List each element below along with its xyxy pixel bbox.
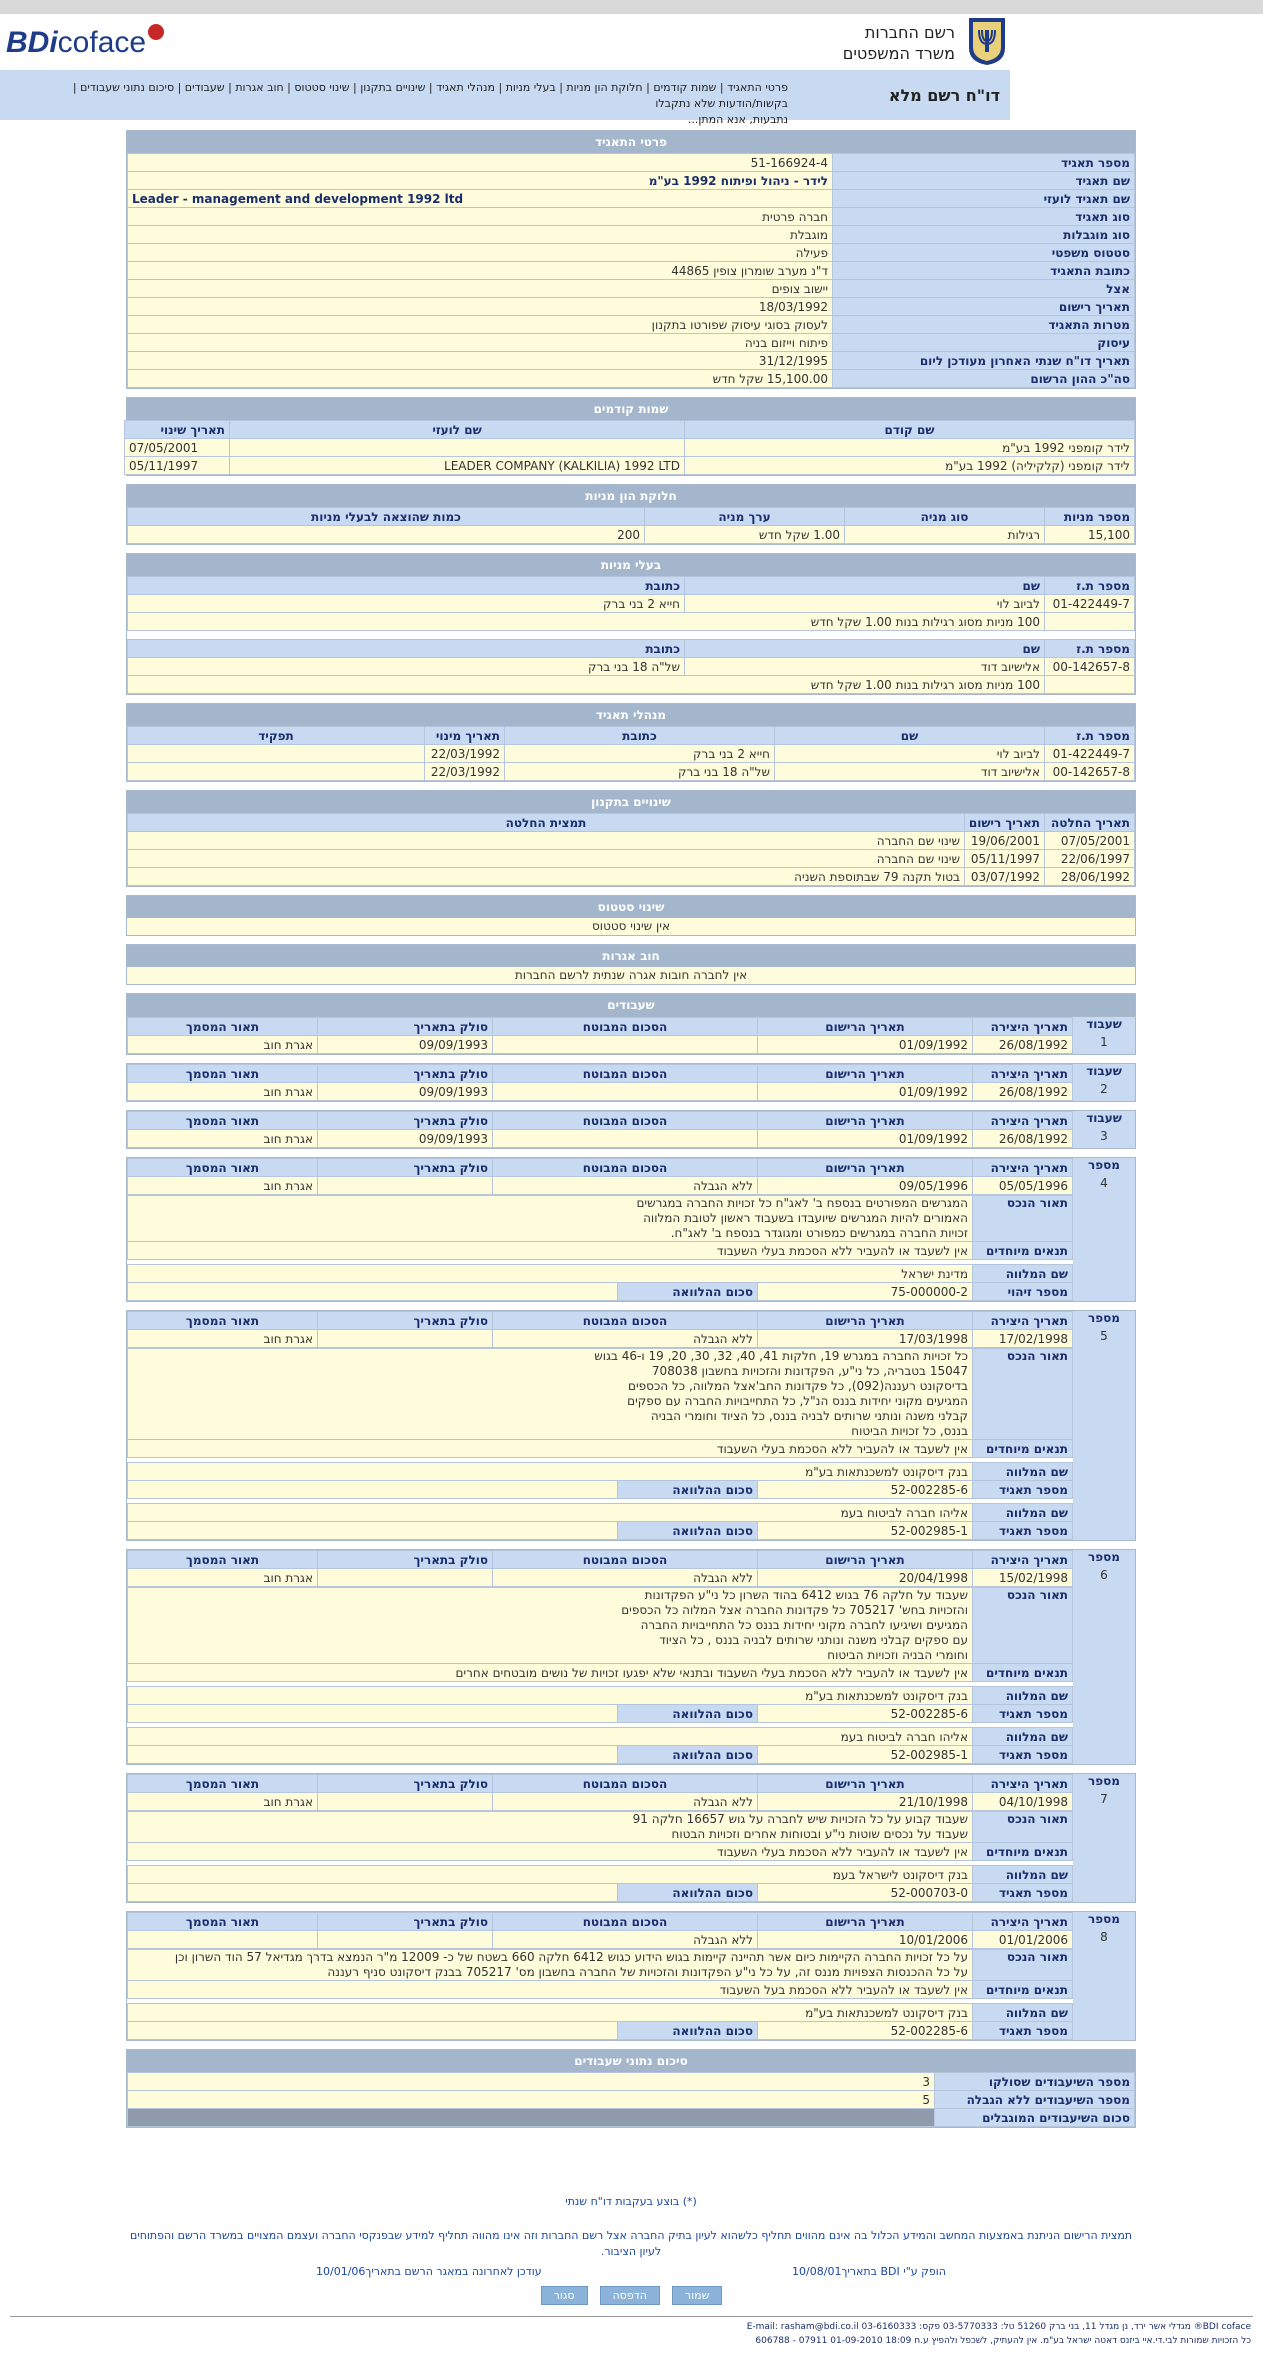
- company-detail-row: [128, 226, 1135, 244]
- top-strip: [0, 0, 1263, 14]
- ministry-title: משרד המשפטים: [842, 44, 955, 63]
- pledge-block: [126, 1110, 1136, 1149]
- detail-value: Leader - management and development 1992 ltd: [128, 190, 833, 208]
- bylaw-changes-table: תאריך החלטה תאריך רישום תמצית החלטה 07/05/2001 19/06/2001 שינוי שם החברה 22/06/1997 05/11/1997 שינוי שם החברה 28/06/1992 03/07/1992 בטול תקנה 79 שבתוספת השניה: [127, 813, 1135, 886]
- pledge-number: מספר 7: [1073, 1774, 1135, 1902]
- detail-label: שם תאגיד: [833, 172, 1135, 190]
- table-row: 26/08/1992 01/09/1992 09/09/1993 אגרת חוב: [128, 1083, 1073, 1101]
- company-detail-row: [128, 334, 1135, 352]
- pledge-table: תאריך היצירה תאריך הרישום הסכום המבוטח סולק בתאריך תאור המסמך 04/10/1998 21/10/1998 ללא הגבלה אגרת חוב: [127, 1774, 1073, 1811]
- pledge-number: מספר 4: [1073, 1158, 1135, 1301]
- section-header: בעלי מניות: [127, 554, 1135, 576]
- detail-value: ד"נ מערב שומרון צופין 44865: [128, 262, 833, 280]
- table-row: 00-142657-8 אלישיוב דוד של"ה 18 בני ברק 22/03/1992: [128, 763, 1135, 781]
- table-row: 28/06/1992 03/07/1992 בטול תקנה 79 שבתוספת השניה: [128, 868, 1135, 886]
- nav-link[interactable]: פרטי התאגיד: [727, 81, 788, 94]
- pledge-block: מספר 6 תאריך היצירה תאריך הרישום הסכום המבוטח סולק בתאריך תאור המסמך 15/02/1998 20/04/1998 ללא הגבלה אגרת חוב תאור הנכס שעבוד על חלקה 76 בגוש 6412 בהוד השרון כל ני"ע הפקדונות והזכויות בחש' 705217 כל פקדונות החברה אצל המלוה כל הכספים המגיעים ושיגיעו לחברה מקוני יחידות בננס כל התחייבויות החברה עם ספקים קבלני משנה ונותני שרותים לבניה בננס , כל הציוד וחומרי הבניה וזכויות הביטוח תנאים מיוחדים אין לשעבד או להעביר ללא הסכמת בעלי השעבוד ובתנאי שלא יפגעו זכויות של נושים מובטחים אחרים שם המלווה בנק דיסקונט למשכנתאות בע"מ מספר תאגיד 52-002285-6 סכום ההלוואה שם המלווה אליהו חברה לביטוח בעמ מספר תאגיד 52-002985-1 סכום ההלוואה: [126, 1549, 1136, 1765]
- company-detail-row: [128, 352, 1135, 370]
- divider: [10, 2316, 1253, 2317]
- section-header: חוב אגרות: [127, 945, 1135, 967]
- asset-description: המגרשים המפורטים בנספח ב' לאג"ח כל זכויות החברה במגרשים האמורים להיות המגרשים שיועבדו בשעבוד ראשון לטובת המלווה זכויות החברה במגרשים כמפורט ומגוגדר בנספח ב' לאג"ח.: [128, 1196, 973, 1242]
- company-detail-row: [128, 262, 1135, 280]
- special-terms: אין לשעבד או להעביר ללא הסכמת בעלי השעבוד: [128, 1242, 973, 1260]
- detail-value: 15,100.00 שקל חדש: [128, 370, 833, 388]
- pledge-number: שעבוד 1: [1073, 1017, 1135, 1054]
- bylaw-changes-section: [126, 790, 1136, 887]
- lender-table: שם המלווה אליהו חברה לביטוח בעמ מספר תאגיד 52-002985-1 סכום ההלוואה: [127, 1503, 1073, 1540]
- table-row: 15/02/1998 20/04/1998 ללא הגבלה אגרת חוב: [128, 1569, 1073, 1587]
- table-row: 15,100 רגילות 1.00 שקל חדש 200: [128, 526, 1135, 544]
- pledge-table: תאריך היצירה תאריך הרישום הסכום המבוטח סולק בתאריך תאור המסמך 26/08/1992 01/09/1992 09/09/1993 אגרת חוב: [127, 1111, 1073, 1148]
- previous-names-section: [126, 397, 1136, 476]
- updated-date: עודכן לאחרונה במאגר הרשם בתאריך10/01/06: [316, 2265, 542, 2278]
- asset-description: שעבוד קבוע על כל הזכויות שיש לחברה על גוש 16657 חלקה 91 שעבוד על נכסים שוטות ני"ע ובטוחות אחרים וזכויות הבטוח: [128, 1812, 973, 1843]
- lender-table: שם המלווה בנק דיסקונט למשכנתאות בע"מ מספר תאגיד 52-002285-6 סכום ההלוואה: [127, 1686, 1073, 1723]
- detail-label: סוג מוגבלות: [833, 226, 1135, 244]
- table-row: 07/05/2001 19/06/2001 שינוי שם החברה: [128, 832, 1135, 850]
- table-row: 01/01/2006 10/01/2006 ללא הגבלה: [128, 1931, 1073, 1949]
- table-row: סכום השיעבודים המוגבלים: [128, 2109, 1135, 2127]
- pledge-block: מספר 5 תאריך היצירה תאריך הרישום הסכום המבוטח סולק בתאריך תאור המסמך 17/02/1998 17/03/1998 ללא הגבלה אגרת חוב תאור הנכס כל זכויות החברה במגרש 19, חלקות 41, 40, 32, 30, 20, 19 ו-46 בגוש 15047 בטבריה, כל ני"ע, הפקדונות והזכויות בחשבון 708038 בדיסקונט רעננה(092), כל פקדונות החב'אצל המלווה, כל הכספים המגיעים מקוני יחידות בננס הנ"ל, כל התחייבויות החברה עם ספקים קבלני משנה ונותני שרותים לבניה בננס, כל הציוד וחומרי הבניה בננס, כל זכויות הביטוח תנאים מיוחדים אין לשעבד או להעביר ללא הסכמת בעלי השעבוד שם המלווה בנק דיסקונט למשכנתאות בע"מ מספר תאגיד 52-002285-6 סכום ההלוואה שם המלווה אליהו חברה לביטוח בעמ מספר תאגיד 52-002985-1 סכום ההלוואה: [126, 1310, 1136, 1541]
- table-row: 05/05/1996 09/05/1996 ללא הגבלה אגרת חוב: [128, 1177, 1073, 1195]
- globe-icon: [148, 24, 164, 40]
- save-button[interactable]: שמור: [672, 2286, 722, 2305]
- detail-value: לעסוק בסוגי עיסוק שפורטו בתקנון: [128, 316, 833, 334]
- company-detail-row: [128, 316, 1135, 334]
- company-details-section: [126, 130, 1136, 389]
- special-terms: אין לשעבד או להעביר ללא הסכמת בעלי השעבוד ובתנאי שלא יפגעו זכויות של נושים מובטחים אחרים: [128, 1664, 973, 1682]
- nav-link[interactable]: מנהלי תאגיד: [436, 81, 495, 94]
- pledge-block: מספר 4 תאריך היצירה תאריך הרישום הסכום המבוטח סולק בתאריך תאור המסמך 05/05/1996 09/05/1996 ללא הגבלה אגרת חוב תאור הנכס המגרשים המפורטים בנספח ב' לאג"ח כל זכויות החברה במגרשים האמורים להיות המגרשים שיועבדו בשעבוד ראשון לטובת המלווה זכויות החברה במגרשים כמפורט ומגוגדר בנספח ב' לאג"ח. תנאים מיוחדים אין לשעבד או להעביר ללא הסכמת בעלי השעבוד שם המלווה מדינת ישראל מספר זיהוי 75-000000-2 סכום ההלוואה: [126, 1157, 1136, 1302]
- detail-value: 31/12/1995: [128, 352, 833, 370]
- pledge-table: תאריך היצירה תאריך הרישום הסכום המבוטח סולק בתאריך תאור המסמך 01/01/2006 10/01/2006 ללא הגבלה: [127, 1912, 1073, 1949]
- table-row: מספר השיעבודים ללא הגבלה 5: [128, 2091, 1135, 2109]
- share-capital-section: [126, 484, 1136, 545]
- nav-link[interactable]: חלוקת הון מניות: [566, 81, 643, 94]
- table-row: לידר קומפני 1992 בע"מ 07/05/2001: [125, 439, 1135, 457]
- nav-link[interactable]: שינוי סטטוס: [294, 81, 350, 94]
- fee-debt-section: [126, 944, 1136, 985]
- detail-label: תאריך רישום: [833, 298, 1135, 316]
- annual-report-note: (*) בוצע בעקבות דו"ח שנתי: [565, 2195, 697, 2208]
- company-details-table: [127, 153, 1135, 388]
- nav-link[interactable]: שמות קודמים: [653, 81, 717, 94]
- pledge-table: תאריך היצירה תאריך הרישום הסכום המבוטח סולק בתאריך תאור המסמך 15/02/1998 20/04/1998 ללא הגבלה אגרת חוב: [127, 1550, 1073, 1587]
- detail-value: פיתוח וייזום בניה: [128, 334, 833, 352]
- detail-value: לידר - ניהול ופיתוח 1992 בע"מ: [128, 172, 833, 190]
- pledge-summary-table: [127, 2072, 1135, 2127]
- nav-link[interactable]: סיכום נתוני שעבודים: [80, 81, 175, 94]
- bdi-coface-logo: BDicoface: [6, 26, 164, 60]
- lender-table: שם המלווה בנק דיסקונט למשכנתאות בע"מ מספר תאגיד 52-002285-6 סכום ההלוואה: [127, 2003, 1073, 2040]
- share-capital-table: מספר מניות סוג מניה ערך מניה כמות שהוצאה לבעלי מניות 15,100 רגילות 1.00 שקל חדש 200: [127, 507, 1135, 544]
- detail-label: מספר תאגיד: [833, 154, 1135, 172]
- detail-label: מטרות התאגיד: [833, 316, 1135, 334]
- fee-debt-text: אין לחברה חובות אגרה שנתית לרשם החברות: [514, 968, 748, 982]
- produced-date: הופק ע"י BDI בתאריך10/08/01: [792, 2265, 946, 2278]
- column-header: שם קודם: [685, 421, 1135, 439]
- lender-table: שם המלווה מדינת ישראל מספר זיהוי 75-000000-2 סכום ההלוואה: [127, 1264, 1073, 1301]
- section-header: שינויים בתקנון: [127, 791, 1135, 813]
- pledge-number: מספר 8: [1073, 1912, 1135, 2040]
- pledge-table: תאריך היצירה תאריך הרישום הסכום המבוטח סולק בתאריך תאור המסמך 17/02/1998 17/03/1998 ללא הגבלה אגרת חוב: [127, 1311, 1073, 1348]
- table-row: 01-422449-7 לביוב לוי חייא 2 בני ברק: [128, 595, 1135, 613]
- table-row: 22/06/1997 05/11/1997 שינוי שם החברה: [128, 850, 1135, 868]
- nav-link[interactable]: בקשות/הודעות שלא: [693, 97, 788, 110]
- company-contact: BDI coface® מגדלי אשר ירד, נן מגדל 11, בני ברק 51260 טל: 03-5770333 פקס: 03-6160333 E-mail: rasham@bdi.co.il כל הזכויות שמורות לבי.די.איי ביזנס דאטה ישראל בע"מ. אין להעתיק, לשכפל ולהפיץ ע.ח 18:09 01-09-2010 07911 - 606788: [746, 2322, 1251, 2346]
- asset-description: כל זכויות החברה במגרש 19, חלקות 41, 40, 32, 30, 20, 19 ו-46 בגוש 15047 בטבריה, כל ני"ע, הפקדונות והזכויות בחשבון 708038 בדיסקונט רעננה(092), כל פקדונות החב'אצל המלווה, כל הכספים המגיעים מקוני יחידות בננס הנ"ל, כל התחייבויות החברה עם ספקים קבלני משנה ונותני שרותים לבניה בננס, כל הציוד וחומרי הבניה בננס, כל זכויות הביטוח: [128, 1349, 973, 1440]
- table-row: מספר השיעבודים שסולקו 3: [128, 2073, 1135, 2091]
- special-terms: אין לשעבד או להעביר ללא הסכמת בעלי השעבוד: [128, 1440, 973, 1458]
- company-detail-row: [128, 244, 1135, 262]
- pledge-block: מספר 8 תאריך היצירה תאריך הרישום הסכום המבוטח סולק בתאריך תאור המסמך 01/01/2006 10/01/2006 ללא הגבלה תאור הנכס על כל זכויות החברה הקיימות כיום אשר תהיינה קיימות בגוש הידוע כגוש 6412 חלקה 660 בשטח של כ- 12009 מ"ר הנמצא בדרך מגדיאל 57 הוד השרון וכן על כל ההכנסות הצפויות מננס זה, על כל ני"ע הפקדונות והזכויות של החברה בחשבון מס' 705217 בבנק דיסקונט סניף רעננה תנאים מיוחדים אין לשעבד או להעביר ללא הסכמת בעל השעבוד שם המלווה בנק דיסקונט למשכנתאות בע"מ מספר תאגיד 52-002285-6 סכום ההלוואה: [126, 1911, 1136, 2041]
- page-header: [0, 14, 1263, 70]
- section-header: סיכום נתוני שעבודים: [127, 2050, 1135, 2072]
- section-header: שעבודים: [127, 994, 1135, 1016]
- table-row: 26/08/1992 01/09/1992 09/09/1993 אגרת חוב: [128, 1130, 1073, 1148]
- registry-title: רשם החברות: [864, 23, 955, 42]
- footer: [126, 2194, 1136, 2280]
- detail-value: 51-166924-4: [128, 154, 833, 172]
- asset-description: על כל זכויות החברה הקיימות כיום אשר תהיינה קיימות בגוש הידוע כגוש 6412 חלקה 660 בשטח של כ- 12009 מ"ר הנמצא בדרך מגדיאל 57 הוד השרון וכן על כל ההכנסות הצפויות מננס זה, על כל ני"ע הפקדונות והזכויות של החברה בחשבון מס' 705217 בבנק דיסקונט סניף רעננה: [128, 1950, 973, 1981]
- detail-label: סטטוס משפטי: [833, 244, 1135, 262]
- nav-link[interactable]: נתקבלו: [655, 97, 691, 110]
- detail-label: סה"כ ההון הרשום: [833, 370, 1135, 388]
- detail-value: 18/03/1992: [128, 298, 833, 316]
- status-change-text: אין שינוי סטטוס: [592, 919, 670, 933]
- previous-names-table: [124, 420, 1135, 475]
- pledge-block: [126, 1016, 1136, 1055]
- print-button[interactable]: הדפסה: [600, 2286, 660, 2305]
- company-detail-row: [128, 208, 1135, 226]
- column-header: תאריך שינוי: [125, 421, 230, 439]
- action-buttons: [0, 2286, 1263, 2305]
- pledge-table: תאריך היצירה תאריך הרישום הסכום המבוטח סולק בתאריך תאור המסמך 26/08/1992 01/09/1992 09/09/1993 אגרת חוב: [127, 1064, 1073, 1101]
- section-header: שינוי סטטוס: [127, 896, 1135, 918]
- disclaimer-text: תמצית הרישום הניתנת באמצעות המחשב והמידע הכלול בה אינם מהווים תחליף כלשהוא לעיון בתיק החברה אצל רשם החברות וזה אינו מהווה תחליף למידע שבפנקסי החברה ועצמם המצויים במשרד הרשם והפתוחים לעיון הציבור.: [129, 2229, 1133, 2258]
- report-title: דו"ח רשם מלא: [888, 86, 1000, 105]
- pledge-block: מספר 7 תאריך היצירה תאריך הרישום הסכום המבוטח סולק בתאריך תאור המסמך 04/10/1998 21/10/1998 ללא הגבלה אגרת חוב תאור הנכס שעבוד קבוע על כל הזכויות שיש לחברה על גוש 16657 חלקה 91 שעבוד על נכסים שוטות ני"ע ובטוחות אחרים וזכויות הבטוח תנאים מיוחדים אין לשעבד או להעביר ללא הסכמת בעלי השעבוד שם המלווה בנק דיסקונט לישראל בעמ מספר תאגיד 52-000703-0 סכום ההלוואה: [126, 1773, 1136, 1903]
- pledge-number: שעבוד 2: [1073, 1064, 1135, 1101]
- pledge-table: תאריך היצירה תאריך הרישום הסכום המבוטח סולק בתאריך תאור המסמך 05/05/1996 09/05/1996 ללא הגבלה אגרת חוב: [127, 1158, 1073, 1195]
- company-detail-row: [128, 370, 1135, 388]
- detail-value: יישוב צופים: [128, 280, 833, 298]
- detail-label: כתובת התאגיד: [833, 262, 1135, 280]
- table-row: 00-142657-8 אלישיוב דוד של"ה 18 בני ברק: [128, 658, 1135, 676]
- special-terms: אין לשעבד או להעביר ללא הסכמת בעלי השעבוד: [128, 1843, 973, 1861]
- detail-label: סוג תאגיד: [833, 208, 1135, 226]
- detail-label: אצל: [833, 280, 1135, 298]
- shareholders-table: מספר ת.ז שם כתובת 01-422449-7 לביוב לוי חייא 2 בני ברק 100 מניות מסוג רגילות בנות 1.00 שקל חדש מספר ת.ז שם כתובת 00-142657-8 אלישיוב דוד של"ה 18 בני ברק 100 מניות מסוג רגילות בנות 1.00 שקל חדש: [127, 576, 1135, 694]
- company-detail-row: [128, 190, 1135, 208]
- table-row: 04/10/1998 21/10/1998 ללא הגבלה אגרת חוב: [128, 1793, 1073, 1811]
- pledges-list: [126, 1016, 1136, 2041]
- special-terms: אין לשעבד או להעביר ללא הסכמת בעל השעבוד: [128, 1981, 973, 1999]
- detail-label: עיסוק: [833, 334, 1135, 352]
- directors-table: מספר ת.ז שם כתובת תאריך מינוי תפקיד 01-422449-7 לביוב לוי חייא 2 בני ברק 22/03/1992 00-142657-8 אלישיוב דוד של"ה 18 בני ברק 22/03/1992: [127, 726, 1135, 781]
- lender-table: שם המלווה אליהו חברה לביטוח בעמ מספר תאגיד 52-002985-1 סכום ההלוואה: [127, 1727, 1073, 1764]
- company-detail-row: [128, 154, 1135, 172]
- nav-link[interactable]: שעבודים: [184, 81, 225, 94]
- column-header: שם לועזי: [230, 421, 685, 439]
- detail-value: חברה פרטית: [128, 208, 833, 226]
- report-bar: [0, 70, 1010, 126]
- nav-link[interactable]: חוב אגרות: [235, 81, 284, 94]
- section-header: שמות קודמים: [127, 398, 1135, 420]
- table-row: 01-422449-7 לביוב לוי חייא 2 בני ברק 22/03/1992: [128, 745, 1135, 763]
- detail-label: שם תאגיד לועזי: [833, 190, 1135, 208]
- section-header: פרטי התאגיד: [127, 131, 1135, 153]
- pledge-block: [126, 1063, 1136, 1102]
- pledge-summary-section: [126, 2049, 1136, 2128]
- loading-text: נתבעות, אנא המתן...: [687, 113, 788, 126]
- company-detail-row: [128, 172, 1135, 190]
- pledge-number: מספר 5: [1073, 1311, 1135, 1540]
- detail-value: פעילה: [128, 244, 833, 262]
- pledges-section: [126, 993, 1136, 1016]
- lender-table: שם המלווה בנק דיסקונט למשכנתאות בע"מ מספר תאגיד 52-002285-6 סכום ההלוואה: [127, 1462, 1073, 1499]
- shareholders-section: [126, 553, 1136, 695]
- nav-link[interactable]: בעלי מניות: [505, 81, 556, 94]
- company-detail-row: [128, 298, 1135, 316]
- detail-value: מוגבלת: [128, 226, 833, 244]
- asset-description: שעבוד על חלקה 76 בגוש 6412 בהוד השרון כל ני"ע הפקדונות והזכויות בחש' 705217 כל פקדונות החברה אצל המלוה כל הכספים המגיעים ושיגיעו לחברה מקוני יחידות בננס כל התחייבויות החברה עם ספקים קבלני משנה ונותני שרותים לבניה בננס , כל הציוד וחומרי הבניה וזכויות הביטוח: [128, 1588, 973, 1664]
- directors-section: [126, 703, 1136, 782]
- lender-table: שם המלווה בנק דיסקונט לישראל בעמ מספר תאגיד 52-000703-0 סכום ההלוואה: [127, 1865, 1073, 1902]
- nav-link[interactable]: שינויים בתקנון: [360, 81, 426, 94]
- pledge-number: שעבוד 3: [1073, 1111, 1135, 1148]
- company-detail-row: [128, 280, 1135, 298]
- section-nav: פרטי התאגיד | שמות קודמים | חלוקת הון מניות | בעלי מניות | מנהלי תאגיד | שינויים בתקנון | שינוי סטטוס | חוב אגרות | שעבודים | סיכום נתוני שעבודים | בקשות/הודעות שלא נתקבלו נתבעות, אנא המתן...: [72, 81, 788, 126]
- table-row: לידר קומפני (קלקיליה) 1992 בע"מ LEADER COMPANY (KALKILIA) 1992 LTD 05/11/1997: [125, 457, 1135, 475]
- detail-label: תאריך דו"ח שנתי האחרון מעודכן ליום: [833, 352, 1135, 370]
- report-content: [126, 130, 1136, 2136]
- close-button[interactable]: סגור: [541, 2286, 588, 2305]
- status-change-section: [126, 895, 1136, 936]
- section-header: מנהלי תאגיד: [127, 704, 1135, 726]
- pledge-number: מספר 6: [1073, 1550, 1135, 1764]
- pledge-table: תאריך היצירה תאריך הרישום הסכום המבוטח סולק בתאריך תאור המסמך 26/08/1992 01/09/1992 09/09/1993 אגרת חוב: [127, 1017, 1073, 1054]
- section-header: חלוקת הון מניות: [127, 485, 1135, 507]
- table-row: 17/02/1998 17/03/1998 ללא הגבלה אגרת חוב: [128, 1330, 1073, 1348]
- table-row: 26/08/1992 01/09/1992 09/09/1993 אגרת חוב: [128, 1036, 1073, 1054]
